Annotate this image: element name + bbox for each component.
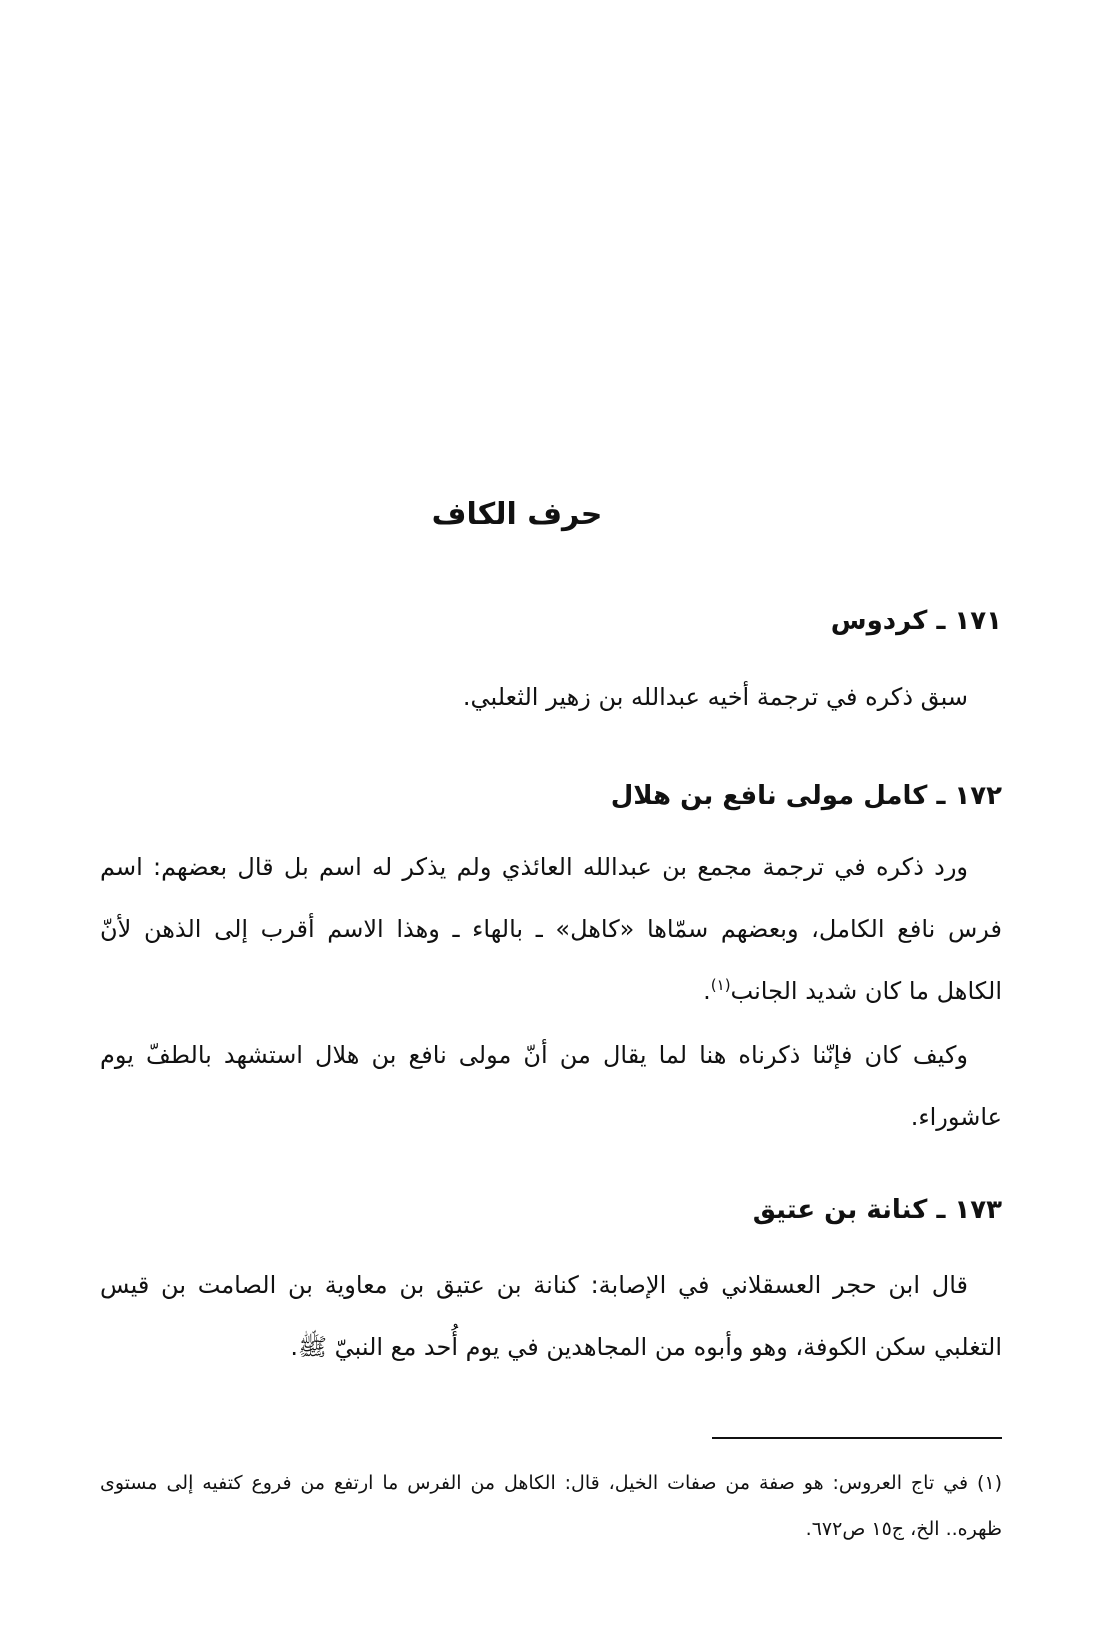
entry-text: قال ابن حجر العسقلاني في الإصابة: كنانة بن عتيق بن معاوية بن الصامت بن قيس التغلبي سكن الكوفة، وهو وأبوه من المجاهدين في يوم أُحد مع النبيّ ﷺ. <box>100 1271 1002 1361</box>
entry-paragraph-171 <box>100 666 1002 728</box>
entry-heading-171: ١٧١ ـ كردوس <box>830 606 1002 636</box>
entry-text: وكيف كان فإنّنا ذكرناه هنا لما يقال من أنّ مولى نافع بن هلال استشهد بالطفّ يوم عاشوراء. <box>100 1041 1002 1131</box>
entry-paragraph-172-b <box>100 1024 1002 1148</box>
entry-text: ورد ذكره في ترجمة مجمع بن عبدالله العائذي ولم يذكر له اسم بل قال بعضهم: اسم فرس نافع الكامل، وبعضهم سمّاها «كاهل» ـ بالهاء ـ وهذا الاسم أقرب إلى الذهن لأنّ الكاهل ما كان شديد الجانب <box>100 853 1002 1005</box>
footnote-marker[interactable]: (١) <box>710 976 731 994</box>
entry-heading-172: ١٧٢ ـ كامل مولى نافع بن هلال <box>610 781 1002 811</box>
entry-text: سبق ذكره في ترجمة أخيه عبدالله بن زهير الثعلبي. <box>462 683 968 711</box>
chapter-title: حرف الكاف <box>431 497 603 532</box>
footnote-separator <box>712 1437 1002 1439</box>
entry-heading-173: ١٧٣ ـ كنانة بن عتيق <box>752 1195 1002 1225</box>
footnote: (١) في تاج العروس: هو صفة من صفات الخيل، قال: الكاهل من الفرس ما ارتفع من فروع كتفيه إلى مستوى ظهره.. الخ، ج١٥ ص٦٧٢. <box>100 1472 1002 1540</box>
entry-text-end: . <box>703 977 711 1005</box>
entry-paragraph-172-a <box>100 836 1002 1022</box>
entry-paragraph-173 <box>100 1254 1002 1378</box>
